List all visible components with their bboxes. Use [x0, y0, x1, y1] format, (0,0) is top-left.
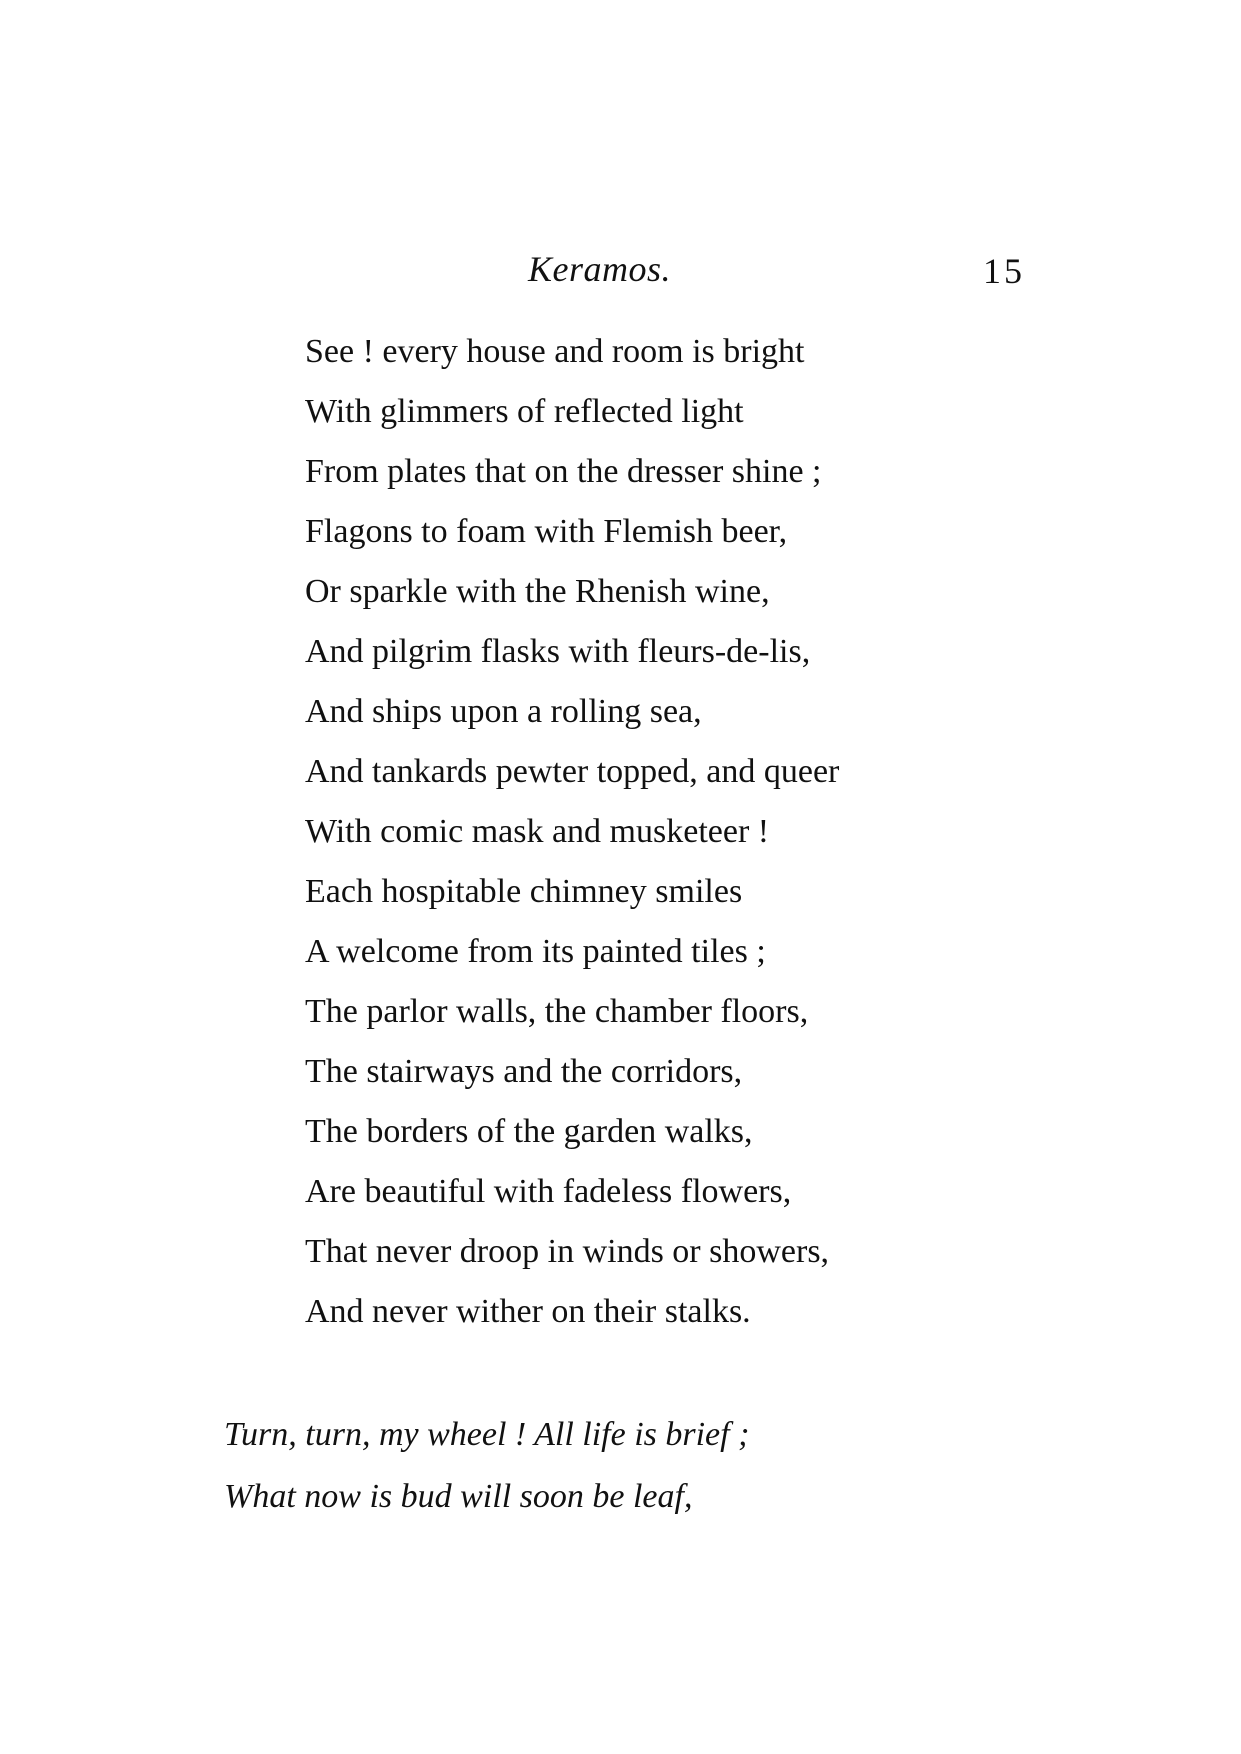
running-title: Keramos.: [528, 249, 672, 289]
verse-line: See ! every house and room is bright: [305, 333, 805, 370]
poem-refrain: [224, 1404, 1024, 1528]
refrain-line: What now is bud will soon be leaf,: [224, 1478, 693, 1515]
verse-line: That never droop in winds or showers,: [305, 1233, 830, 1270]
verse-line: The borders of the garden walks,: [305, 1113, 753, 1150]
verse-line: Each hospitable chimney smiles: [305, 873, 743, 910]
verse-line: Flagons to foam with Flemish beer,: [305, 513, 788, 550]
verse-line: Or sparkle with the Rhenish wine,: [305, 573, 770, 610]
refrain-line: Turn, turn, my wheel ! All life is brief ;: [224, 1416, 750, 1453]
verse-line: And pilgrim flasks with fleurs-de-lis,: [305, 633, 811, 670]
verse-line: With glimmers of reflected light: [305, 393, 744, 430]
page-number: 15: [983, 251, 1025, 291]
verse-line: The stairways and the corridors,: [305, 1053, 743, 1090]
verse-line: And never wither on their stalks.: [305, 1293, 751, 1330]
verse-line: The parlor walls, the chamber floors,: [305, 993, 809, 1030]
verse-line: A welcome from its painted tiles ;: [305, 933, 766, 970]
verse-line: And ships upon a rolling sea,: [305, 693, 702, 730]
verse-line: From plates that on the dresser shine ;: [305, 453, 822, 490]
verse-line: With comic mask and musketeer !: [305, 813, 770, 850]
running-head: [0, 248, 1241, 292]
poem-stanza: [305, 322, 1065, 1342]
verse-line: Are beautiful with fadeless flowers,: [305, 1173, 792, 1210]
verse-line: And tankards pewter topped, and queer: [305, 753, 840, 790]
